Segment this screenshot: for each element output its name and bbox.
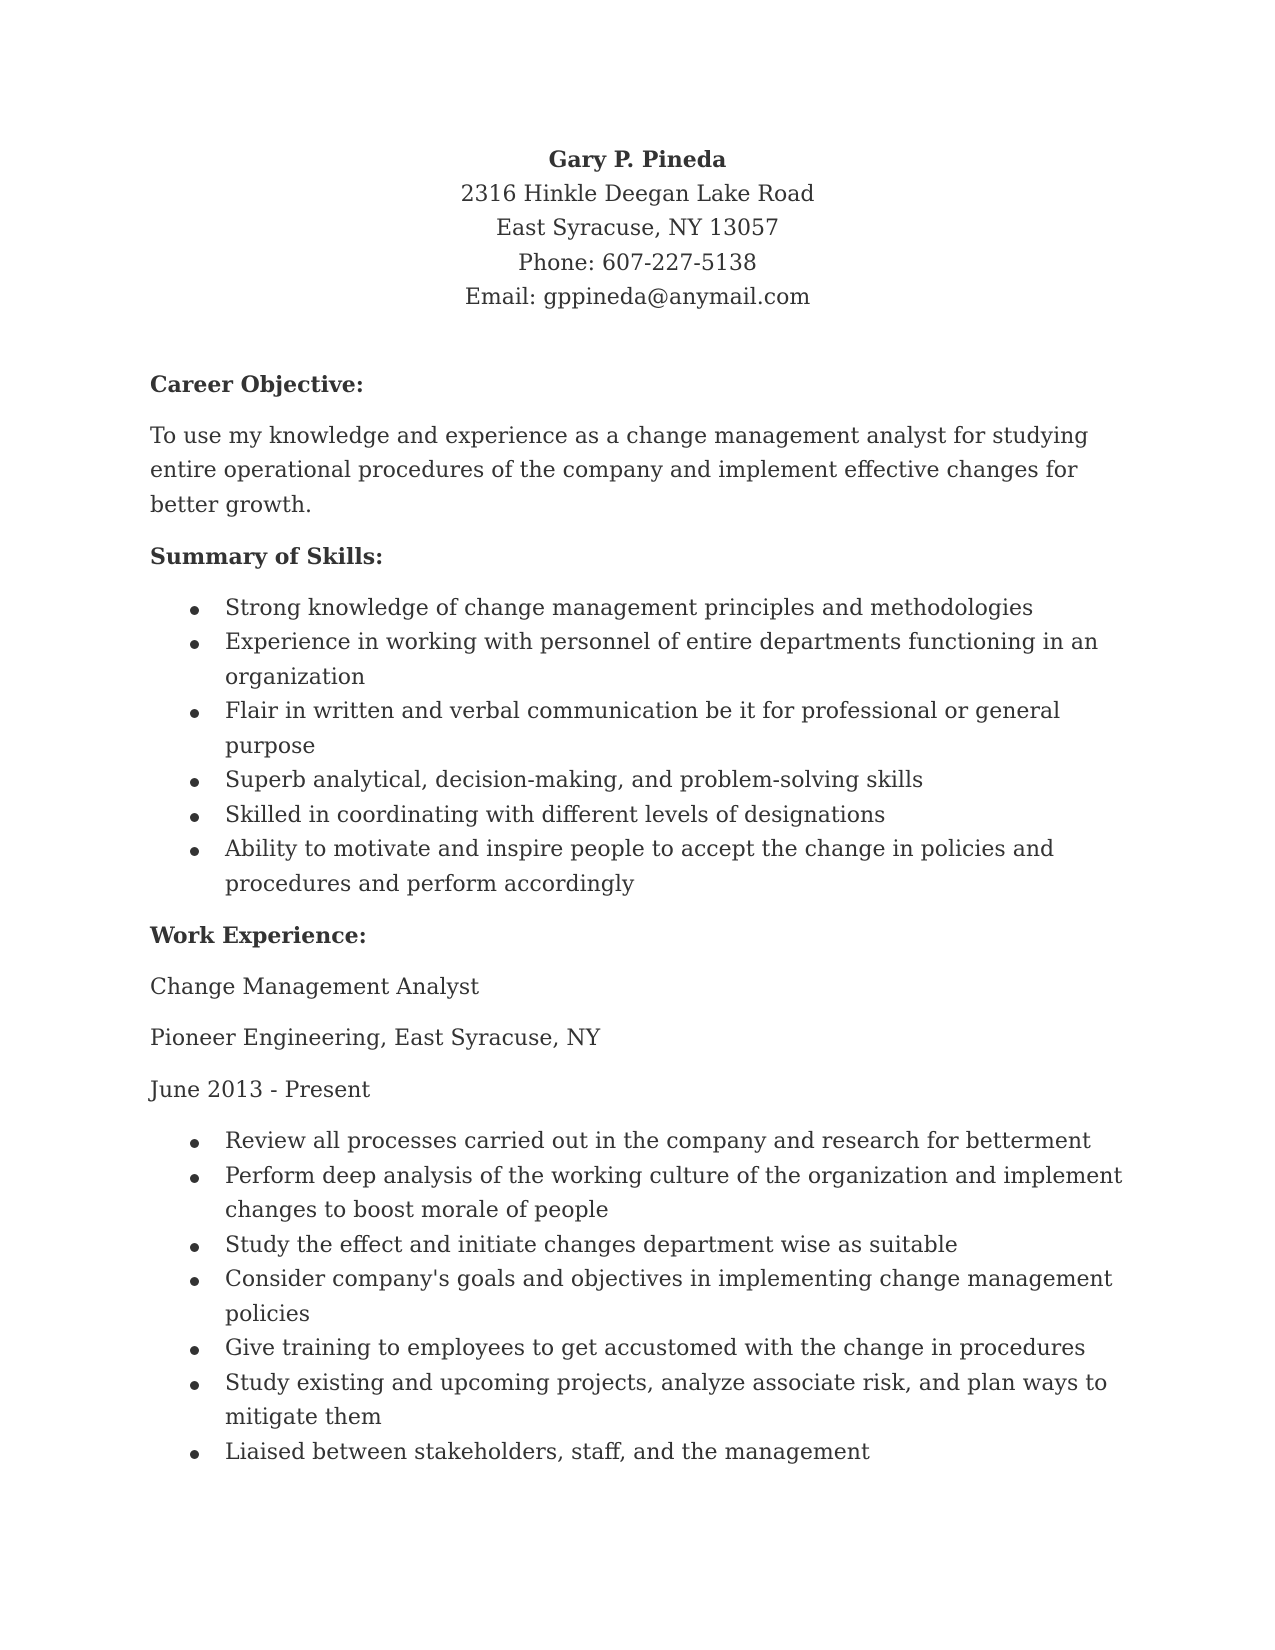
bullet-icon [190,1381,199,1390]
list-item [150,626,1130,695]
responsibility-text: Review all processes carried out in the company and research for betterment [225,1129,1091,1154]
email-line: Email: gppineda@anymail.com [464,285,811,310]
list-item [150,1263,1130,1332]
list-item [150,1332,1130,1367]
bullet-icon [190,813,199,822]
employment-dates: June 2013 - Present [150,1077,371,1103]
responsibility-text: Study existing and upcoming projects, analyze associate risk, and plan ways to mitigate them [225,1370,1108,1430]
responsibility-text: Liaised between stakeholders, staff, and the management [225,1439,870,1465]
responsibilities-list [150,1125,1130,1470]
list-item [150,833,1130,902]
bullet-icon [190,1243,199,1252]
responsibility-text: Study the effect and initiate changes department wise as suitable [225,1232,958,1258]
skill-text: Superb analytical, decision-making, and problem-solving skills [225,768,924,793]
list-item [150,1160,1130,1229]
list-item [150,695,1130,764]
career-objective-text: To use my knowledge and experience as a change management analyst for studying entire operational procedures of the company and implement effective changes for better growth. [150,423,1089,518]
list-item [150,1367,1130,1436]
list-item [150,1229,1130,1264]
bullet-icon [190,1450,199,1459]
bullet-icon [190,640,199,649]
skill-text: Skilled in coordinating with different levels of designations [225,802,886,828]
applicant-name: Gary P. Pineda [548,147,727,173]
work-experience-heading: Work Experience: [150,923,367,949]
list-item [150,1125,1130,1160]
bullet-icon [190,847,199,856]
responsibility-text: Consider company's goals and objectives in implementing change management policies [225,1267,1113,1327]
responsibility-text: Perform deep analysis of the working culture of the organization and implement changes to boost morale of people [225,1163,1123,1223]
list-item [150,592,1130,627]
bullet-icon [190,778,199,787]
job-title: Change Management Analyst [150,974,480,1000]
bullet-icon [190,1139,199,1148]
contact-header [0,143,1275,316]
address-line-2: East Syracuse, NY 13057 [496,216,779,241]
bullet-icon [190,606,199,615]
skill-text: Ability to motivate and inspire people to accept the change in policies and procedures and perform accordingly [225,837,1055,897]
list-item [150,799,1130,834]
resume-body [150,368,1130,1487]
phone-line: Phone: 607-227-5138 [518,250,757,276]
skill-text: Strong knowledge of change management principles and methodologies [225,595,1034,621]
skills-list [150,592,1130,903]
bullet-icon [190,1277,199,1286]
skill-text: Flair in written and verbal communication be it for professional or general purpose [225,699,1061,759]
skill-text: Experience in working with personnel of entire departments functioning in an organization [225,630,1099,690]
address-line-1: 2316 Hinkle Deegan Lake Road [460,181,815,207]
skills-heading: Summary of Skills: [150,544,384,570]
company-location: Pioneer Engineering, East Syracuse, NY [150,1026,601,1051]
bullet-icon [190,709,199,718]
list-item [150,1436,1130,1471]
responsibility-text: Give training to employees to get accustomed with the change in procedures [225,1336,1086,1361]
bullet-icon [190,1174,199,1183]
bullet-icon [190,1346,199,1355]
career-objective-heading: Career Objective: [150,372,364,398]
list-item [150,764,1130,799]
